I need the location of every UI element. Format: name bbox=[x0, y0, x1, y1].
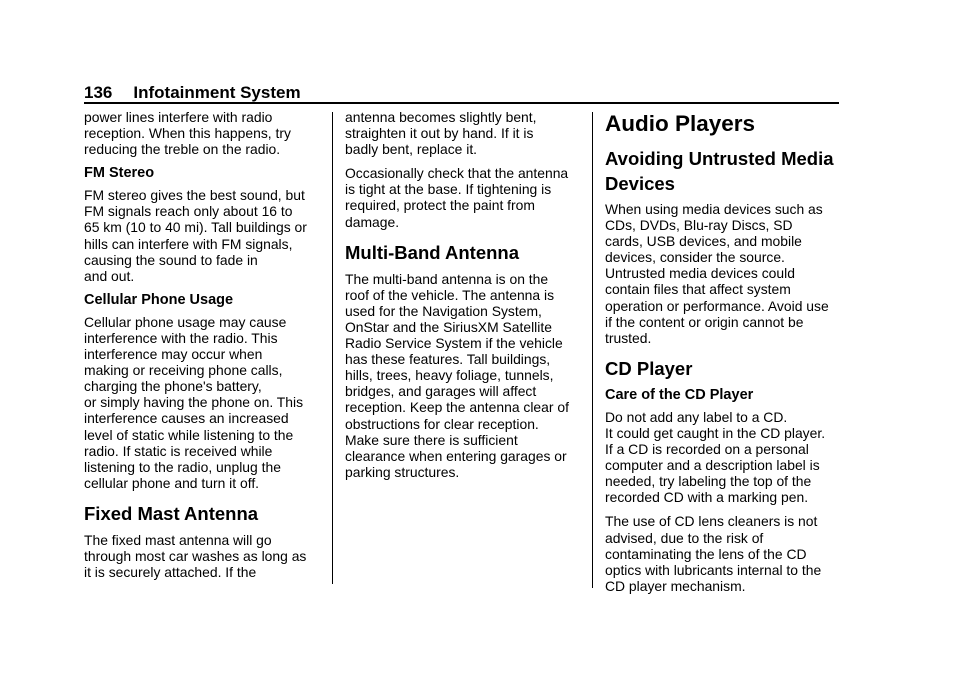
cd-lens-cleaner-paragraph bbox=[605, 513, 841, 593]
multi-band-antenna-heading: Multi-Band Antenna bbox=[345, 241, 520, 263]
text-line: reception. When this happens, try bbox=[84, 125, 291, 142]
text-line: parking structures. bbox=[345, 463, 460, 480]
text-line: Cellular phone usage may cause bbox=[84, 313, 287, 330]
fixed-mast-antenna-heading: Fixed Mast Antenna bbox=[84, 502, 259, 524]
untrusted-media-heading bbox=[605, 146, 841, 196]
text-line: cards, USB devices, and mobile bbox=[605, 233, 802, 250]
text-line: clearance when entering garages or bbox=[345, 447, 567, 464]
text-line: damage. bbox=[345, 213, 400, 230]
text-line: trusted. bbox=[605, 329, 652, 346]
text-line: interference with the radio. This bbox=[84, 329, 278, 346]
text-line: required, protect the paint from bbox=[345, 197, 535, 214]
text-line: hills can interfere with FM signals, bbox=[84, 235, 293, 252]
text-line: CDs, DVDs, Blu-ray Discs, SD bbox=[605, 217, 793, 234]
cd-player-heading: CD Player bbox=[605, 357, 693, 379]
text-line: Devices bbox=[605, 173, 675, 194]
text-line: bridges, and garages will affect bbox=[345, 383, 537, 400]
text-line: It could get caught in the CD player. bbox=[605, 424, 826, 441]
text-line: radio. If static is received while bbox=[84, 442, 273, 459]
text-line: FM stereo gives the best sound, but bbox=[84, 187, 305, 204]
text-line: needed, try labeling the top of the bbox=[605, 473, 812, 490]
text-line: Occasionally check that the antenna bbox=[345, 165, 569, 182]
cellular-phone-paragraph bbox=[84, 314, 324, 491]
text-line: cellular phone and turn it off. bbox=[84, 474, 260, 491]
text-line: devices, consider the source. bbox=[605, 249, 785, 266]
care-of-cd-player-heading: Care of the CD Player bbox=[605, 386, 754, 403]
text-line: through most car washes as long as bbox=[84, 547, 307, 564]
page-header bbox=[84, 82, 301, 104]
text-line: optics with lubricants internal to the bbox=[605, 561, 822, 578]
text-line: CD player mechanism. bbox=[605, 577, 746, 594]
page-number: 136 bbox=[84, 83, 113, 102]
text-line: badly bent, replace it. bbox=[345, 141, 478, 158]
text-line: charging the phone's battery, bbox=[84, 378, 262, 395]
text-line: power lines interfere with radio bbox=[84, 109, 273, 125]
text-line: listening to the radio, unplug the bbox=[84, 458, 281, 475]
text-line: Avoiding Untrusted Media bbox=[605, 148, 834, 169]
fixed-mast-antenna-paragraph bbox=[84, 532, 324, 580]
text-line: OnStar and the SiriusXM Satellite bbox=[345, 318, 552, 335]
text-line: recorded CD with a marking pen. bbox=[605, 489, 809, 506]
text-line: straighten it out by hand. If it is bbox=[345, 125, 534, 142]
text-line: causing the sound to fade in bbox=[84, 251, 258, 268]
text-line: obstructions for clear reception. bbox=[345, 415, 539, 432]
column-divider-2 bbox=[592, 112, 593, 588]
text-line: The multi-band antenna is on the bbox=[345, 270, 549, 287]
chapter-title: Infotainment System bbox=[133, 83, 301, 102]
text-line: The use of CD lens cleaners is not bbox=[605, 513, 818, 530]
fm-stereo-paragraph bbox=[84, 187, 324, 284]
multi-band-antenna-paragraph bbox=[345, 271, 585, 480]
text-line: antenna becomes slightly bent, bbox=[345, 109, 537, 125]
text-line: Untrusted media devices could bbox=[605, 265, 795, 282]
text-line: is tight at the base. If tightening is bbox=[345, 181, 552, 198]
text-line: advised, due to the risk of bbox=[605, 529, 764, 546]
header-rule bbox=[84, 102, 839, 104]
text-line: operation or performance. Avoid use bbox=[605, 297, 829, 314]
text-line: If a CD is recorded on a personal bbox=[605, 441, 809, 458]
text-line: interference may occur when bbox=[84, 346, 263, 363]
cd-label-paragraph bbox=[605, 409, 841, 506]
untrusted-media-paragraph bbox=[605, 201, 841, 346]
text-line: or simply having the phone on. This bbox=[84, 394, 304, 411]
column-1 bbox=[84, 109, 324, 588]
audio-players-heading: Audio Players bbox=[605, 111, 756, 136]
text-line: 65 km (10 to 40 mi). Tall buildings or bbox=[84, 219, 307, 236]
text-line: contain files that affect system bbox=[605, 281, 791, 298]
text-line: When using media devices such as bbox=[605, 201, 823, 217]
text-line: roof of the vehicle. The antenna is bbox=[345, 286, 555, 303]
text-line: used for the Navigation System, bbox=[345, 302, 542, 319]
text-line: interference causes an increased bbox=[84, 410, 289, 427]
text-line: and out. bbox=[84, 267, 135, 284]
text-line: Radio Service System if the vehicle bbox=[345, 335, 563, 352]
text-line: Do not add any label to a CD. bbox=[605, 408, 788, 425]
text-line: Make sure there is sufficient bbox=[345, 431, 518, 448]
text-line: computer and a description label is bbox=[605, 457, 820, 474]
text-line: contaminating the lens of the CD bbox=[605, 545, 807, 562]
column-divider-1 bbox=[332, 112, 333, 584]
text-line: if the content or origin cannot be bbox=[605, 313, 804, 330]
column-2 bbox=[345, 109, 585, 488]
column-3 bbox=[605, 109, 841, 602]
text-line: has these features. Tall buildings, bbox=[345, 351, 551, 368]
text-line: it is securely attached. If the bbox=[84, 564, 257, 581]
text-line: FM signals reach only about 16 to bbox=[84, 203, 293, 220]
text-line: reducing the treble on the radio. bbox=[84, 141, 281, 158]
text-line: hills, trees, heavy foliage, tunnels, bbox=[345, 367, 554, 384]
fm-stereo-heading: FM Stereo bbox=[84, 165, 155, 182]
text-line: reception. Keep the antenna clear of bbox=[345, 399, 569, 416]
radio-interference-paragraph bbox=[84, 109, 324, 157]
text-line: level of static while listening to the bbox=[84, 426, 294, 443]
cellular-phone-heading: Cellular Phone Usage bbox=[84, 291, 234, 308]
antenna-bent-paragraph bbox=[345, 109, 585, 157]
text-line: The fixed mast antenna will go bbox=[84, 531, 272, 548]
text-line: making or receiving phone calls, bbox=[84, 362, 283, 379]
antenna-check-paragraph bbox=[345, 165, 585, 229]
